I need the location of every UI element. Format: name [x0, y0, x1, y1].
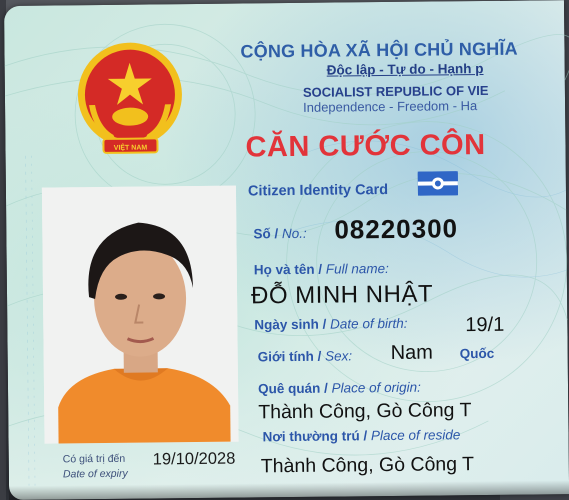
- sex-label: Giới tính / Sex:: [257, 348, 353, 365]
- expiry-date-value: 19/10/2028: [152, 449, 236, 469]
- full-name-value: ĐỖ MINH NHẬT: [250, 280, 434, 310]
- residence-value: Thành Công, Gò Công T: [260, 453, 475, 478]
- country-name-vn: CỘNG HÒA XÃ HỘI CHỦ NGHĨA: [240, 38, 518, 62]
- residence-label: Nơi thường trú / Place of reside: [262, 427, 461, 445]
- origin-value: Thành Công, Gò Công T: [258, 399, 472, 424]
- national-emblem-icon: [72, 42, 187, 161]
- sex-label-en: Sex:: [324, 348, 353, 364]
- sex-label-vn: Giới tính: [257, 348, 314, 365]
- motto-vn: Độc lập - Tự do - Hạnh p: [326, 60, 484, 78]
- residence-label-en: Place of reside: [370, 427, 461, 444]
- number-label: Số / No.:: [253, 225, 307, 242]
- full-name-label-en: Full name:: [325, 260, 389, 277]
- expiry-block: [62, 449, 236, 481]
- origin-label-en: Place of origin:: [331, 379, 421, 396]
- nationality-label: Quốc: [459, 345, 495, 362]
- emblem-text: VIỆT NAM: [113, 144, 148, 152]
- motto-en: Independence - Freedom - Ha: [302, 98, 478, 115]
- id-number-value: 08220300: [334, 213, 459, 245]
- dob-label: Ngày sinh / Date of birth:: [254, 315, 408, 333]
- card-subtitle: Citizen Identity Card: [247, 181, 389, 200]
- dob-label-en: Date of birth:: [330, 315, 408, 332]
- number-label-en: No.:: [281, 225, 307, 242]
- expiry-label-vn: Có giá trị đến: [62, 452, 126, 466]
- expiry-label-en: Date of expiry: [62, 467, 128, 481]
- portrait-photo: [42, 186, 239, 444]
- dob-label-vn: Ngày sinh: [254, 316, 319, 333]
- number-label-vn: Số: [253, 226, 271, 242]
- sex-value: Nam: [390, 341, 434, 364]
- origin-label-vn: Quê quán: [257, 380, 321, 397]
- chip-icon: [418, 171, 458, 195]
- card-title: CĂN CƯỚC CÔN: [245, 128, 486, 164]
- country-name-en: SOCIALIST REPUBLIC OF VIE: [302, 82, 489, 100]
- full-name-label-vn: Họ và tên: [253, 261, 315, 278]
- dob-value: 19/1: [465, 313, 505, 337]
- full-name-label: Họ và tên / Full name:: [253, 260, 389, 278]
- citizen-id-card: [4, 0, 569, 500]
- origin-label: Quê quán / Place of origin:: [257, 379, 421, 397]
- residence-label-vn: Nơi thường trú: [262, 428, 360, 445]
